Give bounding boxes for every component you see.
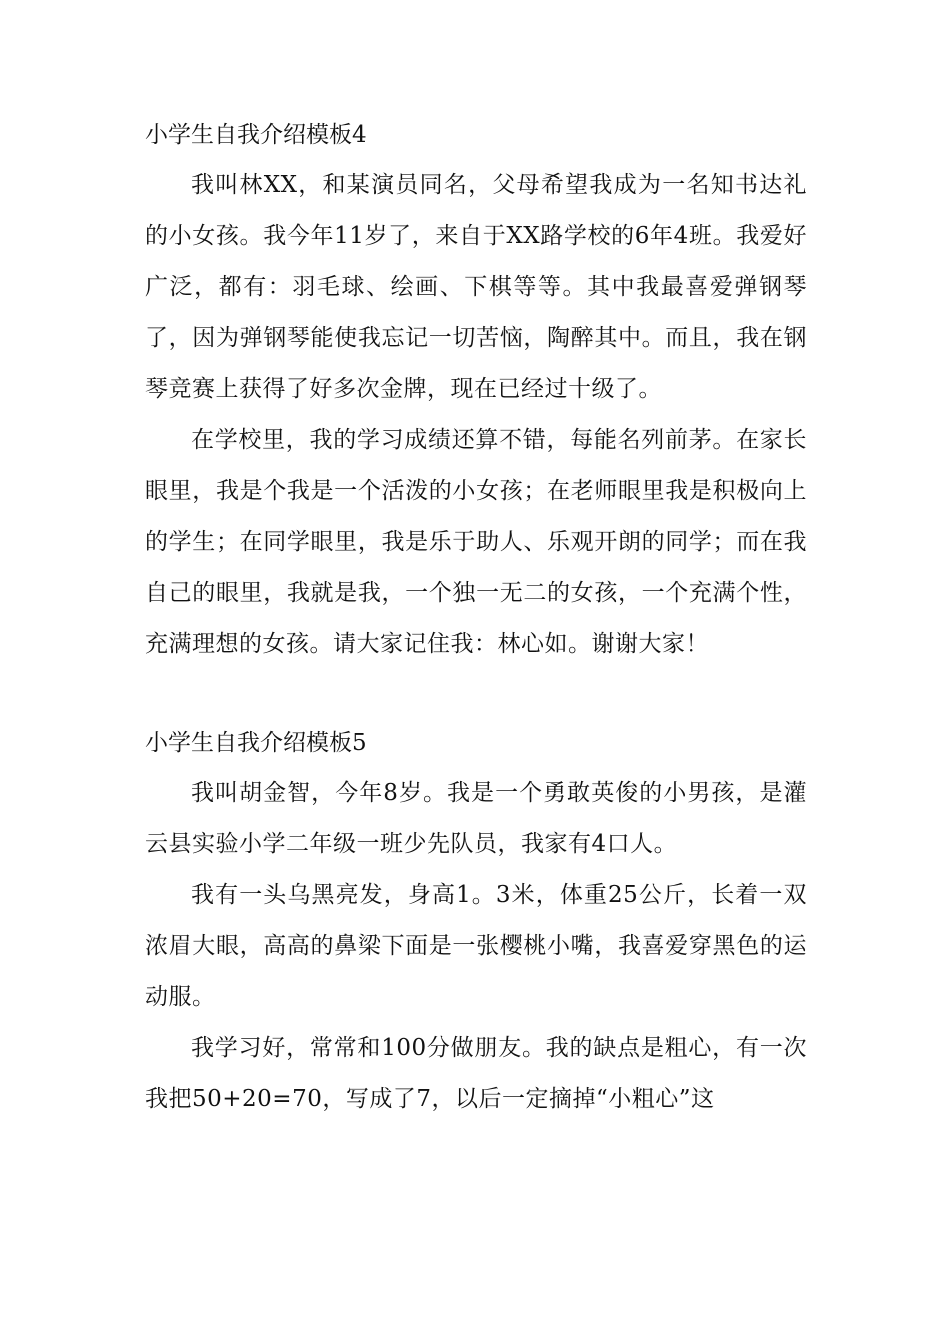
section-template-5: [145, 718, 807, 1125]
paragraph: 我学习好，常常和100分做朋友。我的缺点是粗心，有一次我把50+20=70，写成了7，以后一定摘掉“小粗心”这: [145, 1035, 807, 1112]
section-heading: 小学生自我介绍模板4: [145, 122, 367, 148]
document-page: [145, 110, 807, 1125]
section-template-4: [145, 110, 807, 670]
paragraph: 我有一头乌黑亮发，身高1。3米，体重25公斤，长着一双浓眉大眼，高高的鼻梁下面是一张樱桃小嘴，我喜爱穿黑色的运动服。: [145, 882, 807, 1010]
paragraph: 我叫林XX，和某演员同名，父母希望我成为一名知书达礼的小女孩。我今年11岁了，来自于XX路学校的6年4班。我爱好广泛，都有：羽毛球、绘画、下棋等等。其中我最喜爱弹钢琴了，因为弹钢琴能使我忘记一切苦恼，陶醉其中。而且，我在钢琴竞赛上获得了好多次金牌，现在已经过十级了。: [145, 172, 807, 402]
paragraph: 在学校里，我的学习成绩还算不错，每能名列前茅。在家长眼里，我是个我是一个活泼的小女孩；在老师眼里我是积极向上的学生；在同学眼里，我是乐于助人、乐观开朗的同学；而在我自己的眼里，我就是我，一个独一无二的女孩，一个充满个性，充满理想的女孩。请大家记住我：林心如。谢谢大家！: [145, 427, 807, 657]
section-heading: 小学生自我介绍模板5: [145, 730, 367, 756]
paragraph: 我叫胡金智，今年8岁。我是一个勇敢英俊的小男孩，是灌云县实验小学二年级一班少先队员，我家有4口人。: [145, 780, 807, 857]
